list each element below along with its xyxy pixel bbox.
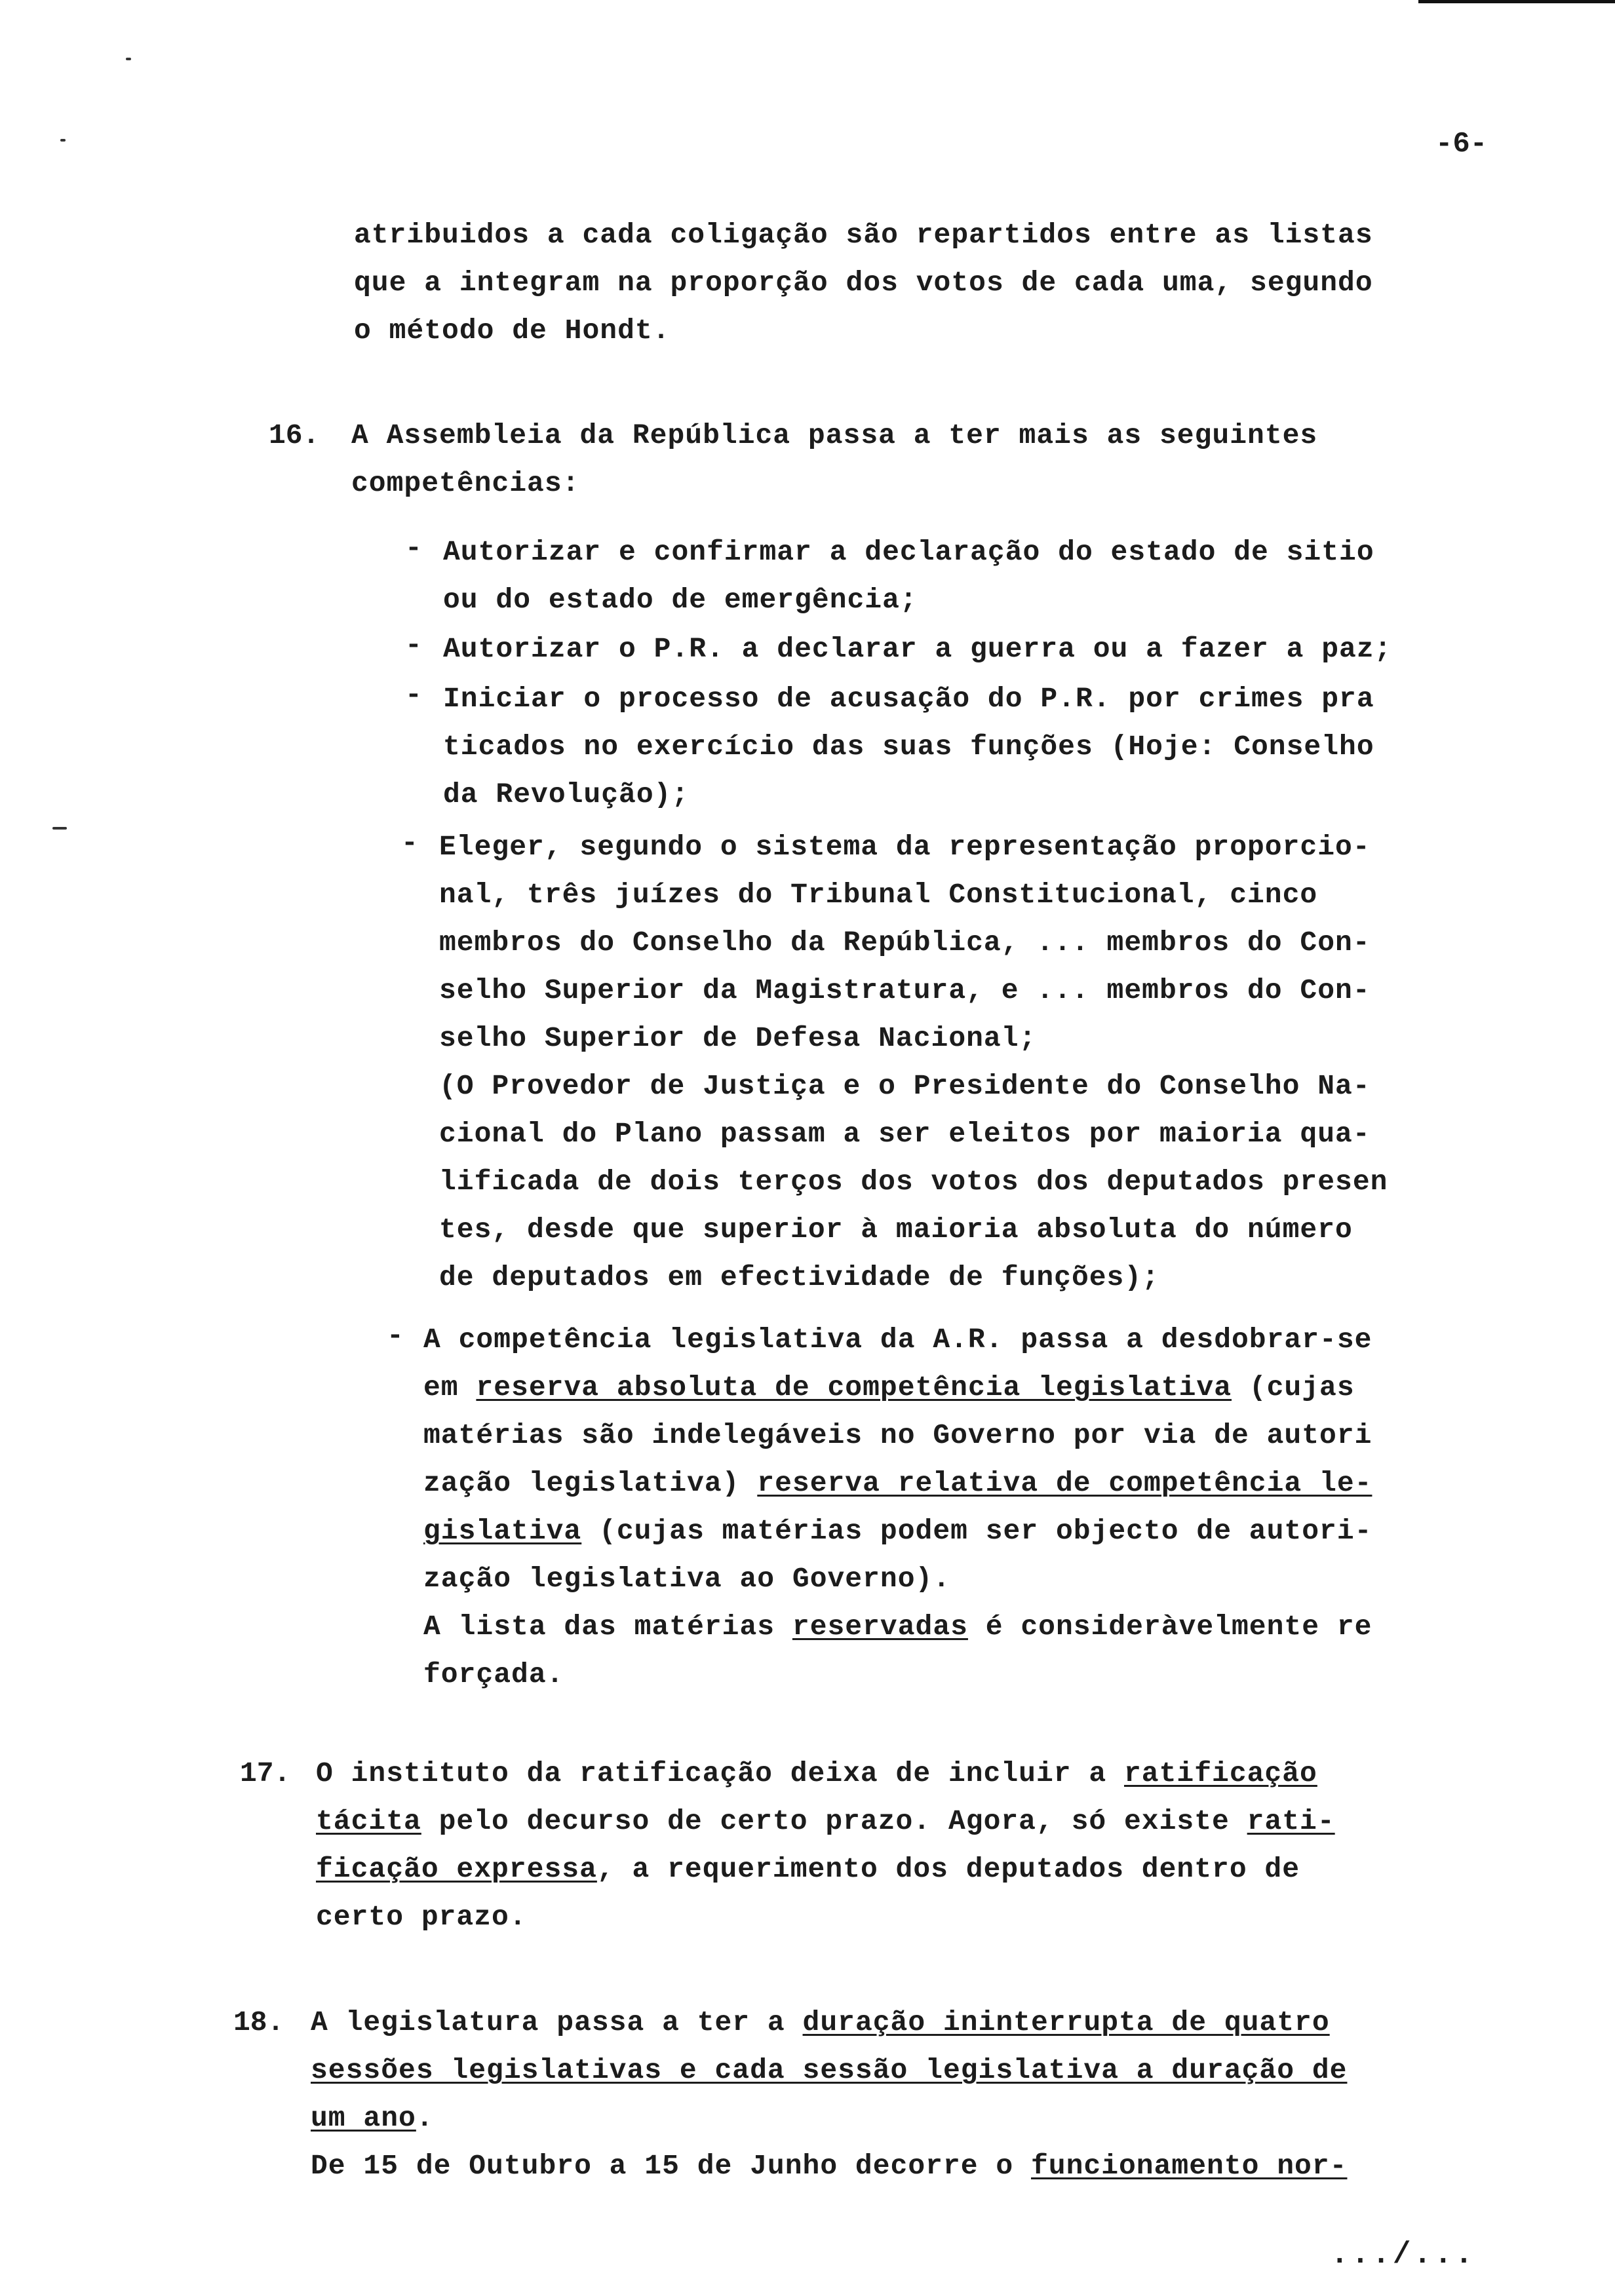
- text-line: [311, 1999, 1347, 2046]
- text-line: matérias são indelegáveis no Governo por via de autori: [423, 1419, 1372, 1451]
- text-run: O instituto da ratificação deixa de incluir a: [316, 1757, 1124, 1789]
- bullet-5: [423, 1316, 1372, 1698]
- underlined-term: funcionamento nor-: [1030, 2150, 1348, 2182]
- text-line: Eleger, segundo o sistema da representação proporcio-: [439, 831, 1371, 863]
- bullet-3: [443, 675, 1374, 818]
- scan-edge-line: [1418, 0, 1615, 3]
- underlined-term: sessões legislativas e cada sessão legislativa a duração de: [311, 2054, 1348, 2086]
- text-run: De 15 de Outubro a 15 de Junho decorre o: [311, 2150, 1031, 2182]
- text-line: [423, 1364, 1372, 1411]
- text-line: membros do Conselho da República, ... membros do Con-: [439, 927, 1371, 959]
- scan-speck: [126, 58, 131, 60]
- text-line: selho Superior da Magistratura, e ... membros do Con-: [439, 974, 1371, 1006]
- text-run: zação legislativa): [423, 1467, 758, 1499]
- text-line: [423, 1603, 1372, 1651]
- text-line: selho Superior de Defesa Nacional;: [439, 1022, 1037, 1054]
- text-line: atribuidos a cada coligação são repartidos entre as listas: [354, 219, 1373, 251]
- bullet-dash: -: [401, 827, 418, 859]
- item-number: 18.: [233, 2006, 284, 2038]
- text-line: A competência legislativa da A.R. passa a desdobrar-se: [423, 1324, 1372, 1356]
- text-line: [311, 2142, 1347, 2190]
- underlined-term: tácita: [316, 1805, 421, 1837]
- underlined-term: reservadas: [792, 1611, 968, 1643]
- text-line: [311, 2046, 1347, 2094]
- text-line: que a integram na proporção dos votos de cada uma, segundo: [354, 267, 1373, 299]
- continuation-mark: .../...: [1331, 2238, 1476, 2272]
- text-line: nal, três juízes do Tribunal Constitucional, cinco: [439, 879, 1318, 911]
- text-line: (O Provedor de Justiça e o Presidente do Conselho Na-: [439, 1070, 1371, 1102]
- underlined-term: um ano: [311, 2102, 416, 2134]
- text-run: A lista das matérias: [423, 1611, 792, 1643]
- text-line: Iniciar o processo de acusação do P.R. por crimes pra: [443, 683, 1374, 715]
- text-line: [316, 1845, 1335, 1893]
- text-run: pelo decurso de certo prazo. Agora, só existe: [421, 1805, 1247, 1837]
- bullet-dash: -: [405, 679, 422, 711]
- text-run: (cujas matérias podem ser objecto de autori-: [581, 1515, 1372, 1547]
- text-line: Autorizar o P.R. a declarar a guerra ou a fazer a paz;: [443, 633, 1392, 665]
- text-line: Autorizar e confirmar a declaração do estado de sitio: [443, 536, 1374, 568]
- text-line: de deputados em efectividade de funções);: [439, 1261, 1159, 1293]
- text-line: [311, 2094, 1347, 2142]
- text-line: [316, 1750, 1335, 1797]
- text-line: certo prazo.: [316, 1901, 527, 1933]
- text-line: ou do estado de emergência;: [443, 584, 918, 616]
- text-line: [423, 1459, 1372, 1507]
- underlined-term: gislativa: [423, 1515, 582, 1547]
- text-run: A legislatura passa a ter a: [311, 2006, 803, 2038]
- bullet-dash: -: [387, 1320, 404, 1352]
- underlined-term: reserva absoluta de competência legislativa: [476, 1371, 1232, 1404]
- text-run: é consideràvelmente re: [967, 1611, 1372, 1643]
- text-line: ticados no exercício das suas funções (Hoje: Conselho: [443, 731, 1374, 763]
- text-line: o método de Hondt.: [354, 315, 671, 347]
- item-number: 16.: [269, 419, 320, 451]
- scan-speck: [52, 827, 67, 830]
- text-run: (cujas: [1232, 1371, 1355, 1404]
- text-run: , a requerimento dos deputados dentro de: [596, 1853, 1300, 1885]
- text-line: zação legislativa ao Governo).: [423, 1563, 951, 1595]
- item-18: [311, 1999, 1347, 2190]
- item-16-heading: [351, 411, 1317, 507]
- text-line: da Revolução);: [443, 778, 690, 811]
- text-line: [316, 1797, 1335, 1845]
- text-line: forçada.: [423, 1658, 564, 1691]
- text-line: competências:: [351, 467, 580, 499]
- scan-speck: [60, 139, 66, 142]
- item-number: 17.: [240, 1757, 291, 1789]
- intro-paragraph: [354, 211, 1373, 354]
- item-17: [316, 1750, 1335, 1941]
- bullet-1: [443, 528, 1374, 624]
- text-run: em: [423, 1371, 477, 1404]
- text-line: tes, desde que superior à maioria absoluta do número: [439, 1214, 1353, 1246]
- text-line: A Assembleia da República passa a ter mais as seguintes: [351, 419, 1318, 451]
- underlined-term: duração ininterrupta de quatro: [802, 2006, 1330, 2038]
- underlined-term: ratificação: [1124, 1757, 1317, 1789]
- underlined-term: reserva relativa de competência le-: [757, 1467, 1372, 1499]
- bullet-dash: -: [405, 532, 422, 564]
- underlined-term: ficação expressa: [316, 1853, 597, 1885]
- text-run: .: [416, 2102, 434, 2134]
- page-number: -6-: [1435, 128, 1488, 161]
- text-line: cional do Plano passam a ser eleitos por maioria qua-: [439, 1118, 1371, 1150]
- text-line: lificada de dois terços dos votos dos deputados presen: [439, 1166, 1388, 1198]
- bullet-4: [439, 823, 1388, 1301]
- bullet-2: [443, 625, 1391, 673]
- underlined-term: rati-: [1247, 1805, 1335, 1837]
- text-line: [423, 1507, 1372, 1555]
- bullet-dash: -: [405, 629, 422, 661]
